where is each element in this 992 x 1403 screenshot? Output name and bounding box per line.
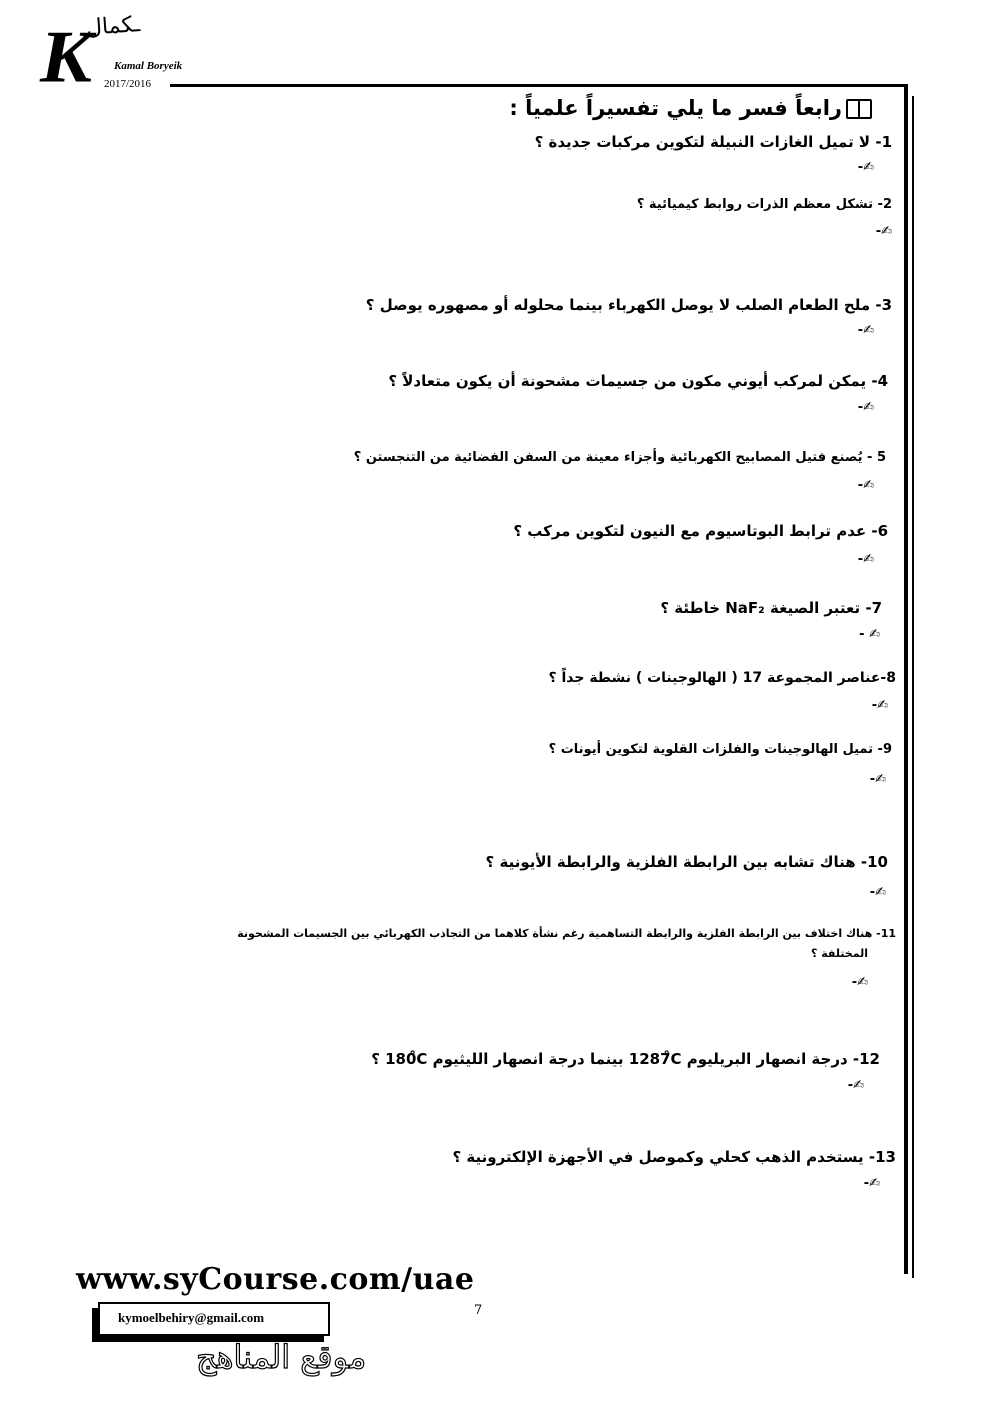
- answer-line-7: ✍ -: [859, 627, 880, 642]
- page-number: 7: [474, 1303, 483, 1318]
- section-heading-text: رابعاً فسر ما يلي تفسيراً علمياً :: [509, 96, 842, 120]
- question-7: 7- تعتبر الصيغة NaF₂ خاطئة ؟: [660, 599, 882, 617]
- answer-line-6: ✍-: [857, 552, 874, 567]
- question-5: 5 - يُصنع فتيل المصابيح الكهربائية وأجزاء معينة من السفن الفضائية من التنجستن ؟: [353, 450, 886, 465]
- answer-line-11: ✍-: [851, 975, 868, 990]
- question-11-continued: المختلفة ؟: [811, 947, 868, 960]
- section-heading: [509, 96, 872, 120]
- answer-line-10: ✍-: [869, 885, 886, 900]
- question-13: 13- يستخدم الذهب كحلي وكموصل في الأجهزة الإلكترونية ؟: [452, 1148, 896, 1166]
- answer-line-2: ✍-: [875, 224, 892, 239]
- question-1: 1- لا تميل الغازات النبيلة لتكوين مركبات جديدة ؟: [534, 133, 892, 151]
- answer-line-1: ✍-: [857, 160, 874, 175]
- answer-line-9: ✍-: [869, 772, 886, 787]
- question-4: 4- يمكن لمركب أيوني مكون من جسيمات مشحونة أن يكون متعادلاً ؟: [388, 372, 888, 390]
- logo-signature: ـكمال: [85, 12, 141, 41]
- question-11: 11- هناك اختلاف بين الرابطة الفلزية والرابطة التساهمية رغم نشأة كلاهما من التجاذب الكهربائي بين الجسيمات المشحونة: [237, 927, 896, 940]
- question-3: 3- ملح الطعام الصلب لا يوصل الكهرباء بينما محلوله أو مصهوره يوصل ؟: [365, 296, 892, 314]
- question-8: 8-عناصر المجموعة 17 ( الهالوجينات ) نشطة جداً ؟: [548, 670, 896, 686]
- book-icon: [846, 99, 872, 119]
- academic-year: 2017/2016: [104, 78, 152, 90]
- answer-line-4: ✍-: [857, 400, 874, 415]
- question-6: 6- عدم ترابط البوتاسيوم مع النيون لتكوين مركب ؟: [513, 522, 888, 540]
- website-url[interactable]: www.syCourse.com/uae: [76, 1262, 475, 1297]
- question-10: 10- هناك تشابه بين الرابطة الفلزية والرابطة الأيونية ؟: [485, 853, 888, 871]
- page-border-right: [904, 84, 908, 1274]
- answer-line-3: ✍-: [857, 323, 874, 338]
- author-name: Kamal Boryeik: [114, 60, 183, 72]
- answer-line-12: ✍-: [847, 1078, 864, 1093]
- header-divider: [170, 84, 908, 87]
- page-border-right-inner: [912, 96, 914, 1278]
- arabic-site-name: موقع المناهج: [196, 1338, 367, 1376]
- email-address[interactable]: kymoelbehiry@gmail.com: [118, 1310, 265, 1325]
- answer-line-13: ✍-: [863, 1176, 880, 1191]
- logo-letter: K: [40, 15, 93, 98]
- answer-line-8: ✍-: [871, 698, 888, 713]
- answer-line-5: ✍-: [857, 478, 874, 493]
- question-12: 12- درجة انصهار البريليوم 1287̊C بينما درجة انصهار الليثيوم 180̊C ؟: [371, 1050, 880, 1068]
- question-2: 2- تشكل معظم الذرات روابط كيميائية ؟: [636, 197, 892, 212]
- question-9: 9- تميل الهالوجينات والفلزات القلوية لتكوين أيونات ؟: [548, 742, 892, 757]
